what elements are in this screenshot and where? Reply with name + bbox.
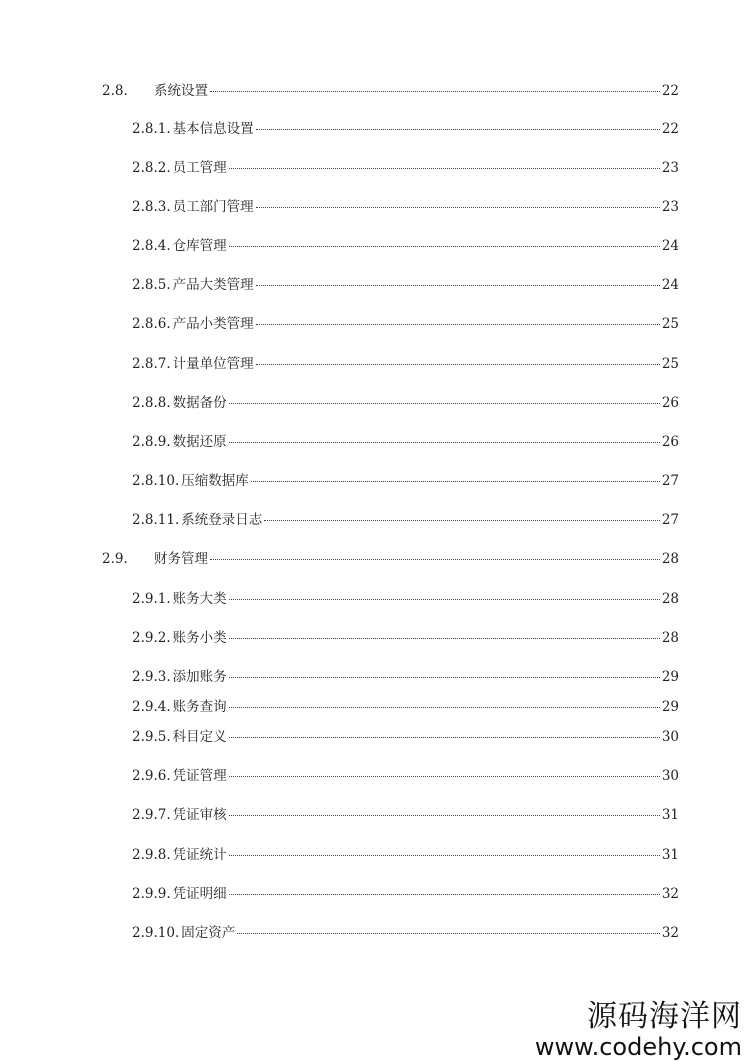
toc-entry[interactable]: [102, 550, 679, 568]
toc-entry-title: 财务管理: [154, 551, 208, 567]
toc-entry[interactable]: [132, 924, 679, 942]
toc-entry[interactable]: [132, 885, 679, 903]
toc-entry-page: 22: [661, 83, 679, 99]
dot-leader: [256, 129, 660, 130]
dot-leader: [229, 737, 660, 738]
toc-entry-number: 2.9.7.: [132, 807, 171, 823]
toc-entry-title: 系统设置: [154, 83, 208, 99]
toc-entry-number: 2.9.8.: [132, 847, 171, 863]
toc-entry-page: 23: [661, 160, 679, 176]
toc-entry[interactable]: [132, 590, 679, 608]
dot-leader: [256, 285, 660, 286]
toc-entry-title: 账务大类: [172, 591, 227, 607]
toc-entry-page: 24: [661, 277, 679, 293]
watermark-url: www.codehy.com: [534, 1033, 742, 1061]
toc-entry[interactable]: [132, 668, 679, 686]
toc-entry[interactable]: [132, 767, 679, 785]
toc-entry-page: 24: [661, 238, 679, 254]
toc-entry-title: 数据还原: [172, 434, 227, 450]
dot-leader: [229, 403, 660, 404]
toc-entry-page: 29: [661, 669, 679, 685]
toc-entry-number: 2.9.10.: [132, 925, 180, 941]
toc-entry[interactable]: [132, 276, 679, 294]
toc-entry-number: 2.8.8.: [132, 395, 171, 411]
dot-leader: [229, 168, 660, 169]
toc-entry-title: 系统登录日志: [181, 512, 263, 528]
toc-entry-number: 2.9.6.: [132, 768, 171, 784]
toc-entry-title: 固定资产: [181, 925, 236, 941]
toc-entry-title: 数据备份: [172, 395, 227, 411]
toc-entry-page: 25: [661, 356, 679, 372]
dot-leader: [264, 520, 660, 521]
toc-entry[interactable]: [132, 698, 679, 716]
dot-leader: [229, 442, 660, 443]
toc-entry-number: 2.8.4.: [132, 238, 171, 254]
toc-entry-number: 2.9.5.: [132, 729, 171, 745]
dot-leader: [229, 815, 660, 816]
dot-leader: [210, 559, 660, 560]
toc-entry-number: 2.8.9.: [132, 434, 171, 450]
toc-entry-page: 28: [661, 630, 679, 646]
toc-entry-page: 26: [661, 395, 679, 411]
watermark-brand: 源码海洋网: [587, 999, 742, 1034]
toc-entry-page: 31: [661, 807, 679, 823]
dot-leader: [229, 776, 660, 777]
toc-entry-title: 仓库管理: [172, 238, 227, 254]
dot-leader: [229, 707, 660, 708]
toc-entry-page: 32: [661, 925, 679, 941]
toc-entry-number: 2.9.9.: [132, 886, 171, 902]
dot-leader: [229, 246, 660, 247]
toc-entry[interactable]: [132, 806, 679, 824]
toc-entry-page: 23: [661, 199, 679, 215]
toc-entry-title: 凭证统计: [172, 847, 227, 863]
toc-entry[interactable]: [132, 120, 679, 138]
toc-entry-page: 28: [661, 551, 679, 567]
toc-entry-number: 2.8.2.: [132, 160, 171, 176]
toc-entry-number: 2.8.11.: [132, 512, 180, 528]
dot-leader: [210, 91, 660, 92]
toc-entry-page: 30: [661, 768, 679, 784]
toc-entry-title: 计量单位管理: [172, 356, 254, 372]
toc-entry-title: 产品小类管理: [172, 316, 254, 332]
toc-entry-title: 基本信息设置: [172, 121, 254, 137]
toc-entry[interactable]: [132, 511, 679, 529]
toc-entry-page: 25: [661, 316, 679, 332]
toc-entry-number: 2.8.10.: [132, 473, 180, 489]
toc-entry-number: 2.8.5.: [132, 277, 171, 293]
dot-leader: [229, 638, 660, 639]
toc-entry-page: 27: [661, 473, 679, 489]
toc-entry-number: 2.9.1.: [132, 591, 171, 607]
toc-entry-page: 22: [661, 121, 679, 137]
toc-entry[interactable]: [132, 237, 679, 255]
toc-entry[interactable]: [132, 315, 679, 333]
toc-entry-number: 2.8.6.: [132, 316, 171, 332]
toc-entry-page: 29: [661, 699, 679, 715]
toc-entry-number: 2.9.4.: [132, 699, 171, 715]
toc-entry-title: 凭证审核: [172, 807, 227, 823]
toc-entry[interactable]: [132, 198, 679, 216]
dot-leader: [229, 677, 660, 678]
toc-entry-title: 凭证明细: [172, 886, 227, 902]
dot-leader: [237, 933, 660, 934]
toc-entry-title: 员工管理: [172, 160, 227, 176]
toc-entry-title: 账务查询: [172, 699, 227, 715]
toc-entry-title: 员工部门管理: [172, 199, 254, 215]
toc-entry[interactable]: [132, 159, 679, 177]
toc-entry[interactable]: [132, 472, 679, 490]
toc-entry-number: 2.9.2.: [132, 630, 171, 646]
toc-entry-number: 2.8.: [102, 83, 128, 99]
dot-leader: [229, 599, 660, 600]
toc-entry-page: 28: [661, 591, 679, 607]
toc-entry[interactable]: [132, 394, 679, 412]
toc-entry-number: 2.8.7.: [132, 356, 171, 372]
toc-entry[interactable]: [102, 82, 679, 100]
toc-entry-title: 产品大类管理: [172, 277, 254, 293]
toc-entry-title: 账务小类: [172, 630, 227, 646]
toc-entry-page: 26: [661, 434, 679, 450]
toc-entry-title: 凭证管理: [172, 768, 227, 784]
toc-entry-number: 2.9.3.: [132, 669, 171, 685]
toc-entry-title: 科目定义: [172, 729, 227, 745]
dot-leader: [229, 855, 660, 856]
toc-entry-number: 2.8.3.: [132, 199, 171, 215]
toc-entry-number: 2.8.1.: [132, 121, 171, 137]
toc-entry-page: 32: [661, 886, 679, 902]
dot-leader: [229, 894, 660, 895]
watermark: [535, 1000, 742, 1060]
dot-leader: [256, 207, 660, 208]
toc-entry[interactable]: [132, 728, 679, 746]
toc-entry-title: 压缩数据库: [181, 473, 249, 489]
dot-leader: [256, 324, 660, 325]
toc-entry-page: 30: [661, 729, 679, 745]
toc-entry-number: 2.9.: [102, 551, 128, 567]
toc-entry-page: 31: [661, 847, 679, 863]
dot-leader: [251, 481, 660, 482]
toc-entry[interactable]: [132, 433, 679, 451]
toc-entry[interactable]: [132, 629, 679, 647]
toc-entry[interactable]: [132, 355, 679, 373]
toc-entry-page: 27: [661, 512, 679, 528]
toc-entry[interactable]: [132, 846, 679, 864]
toc-entry-title: 添加账务: [172, 669, 227, 685]
dot-leader: [256, 364, 660, 365]
